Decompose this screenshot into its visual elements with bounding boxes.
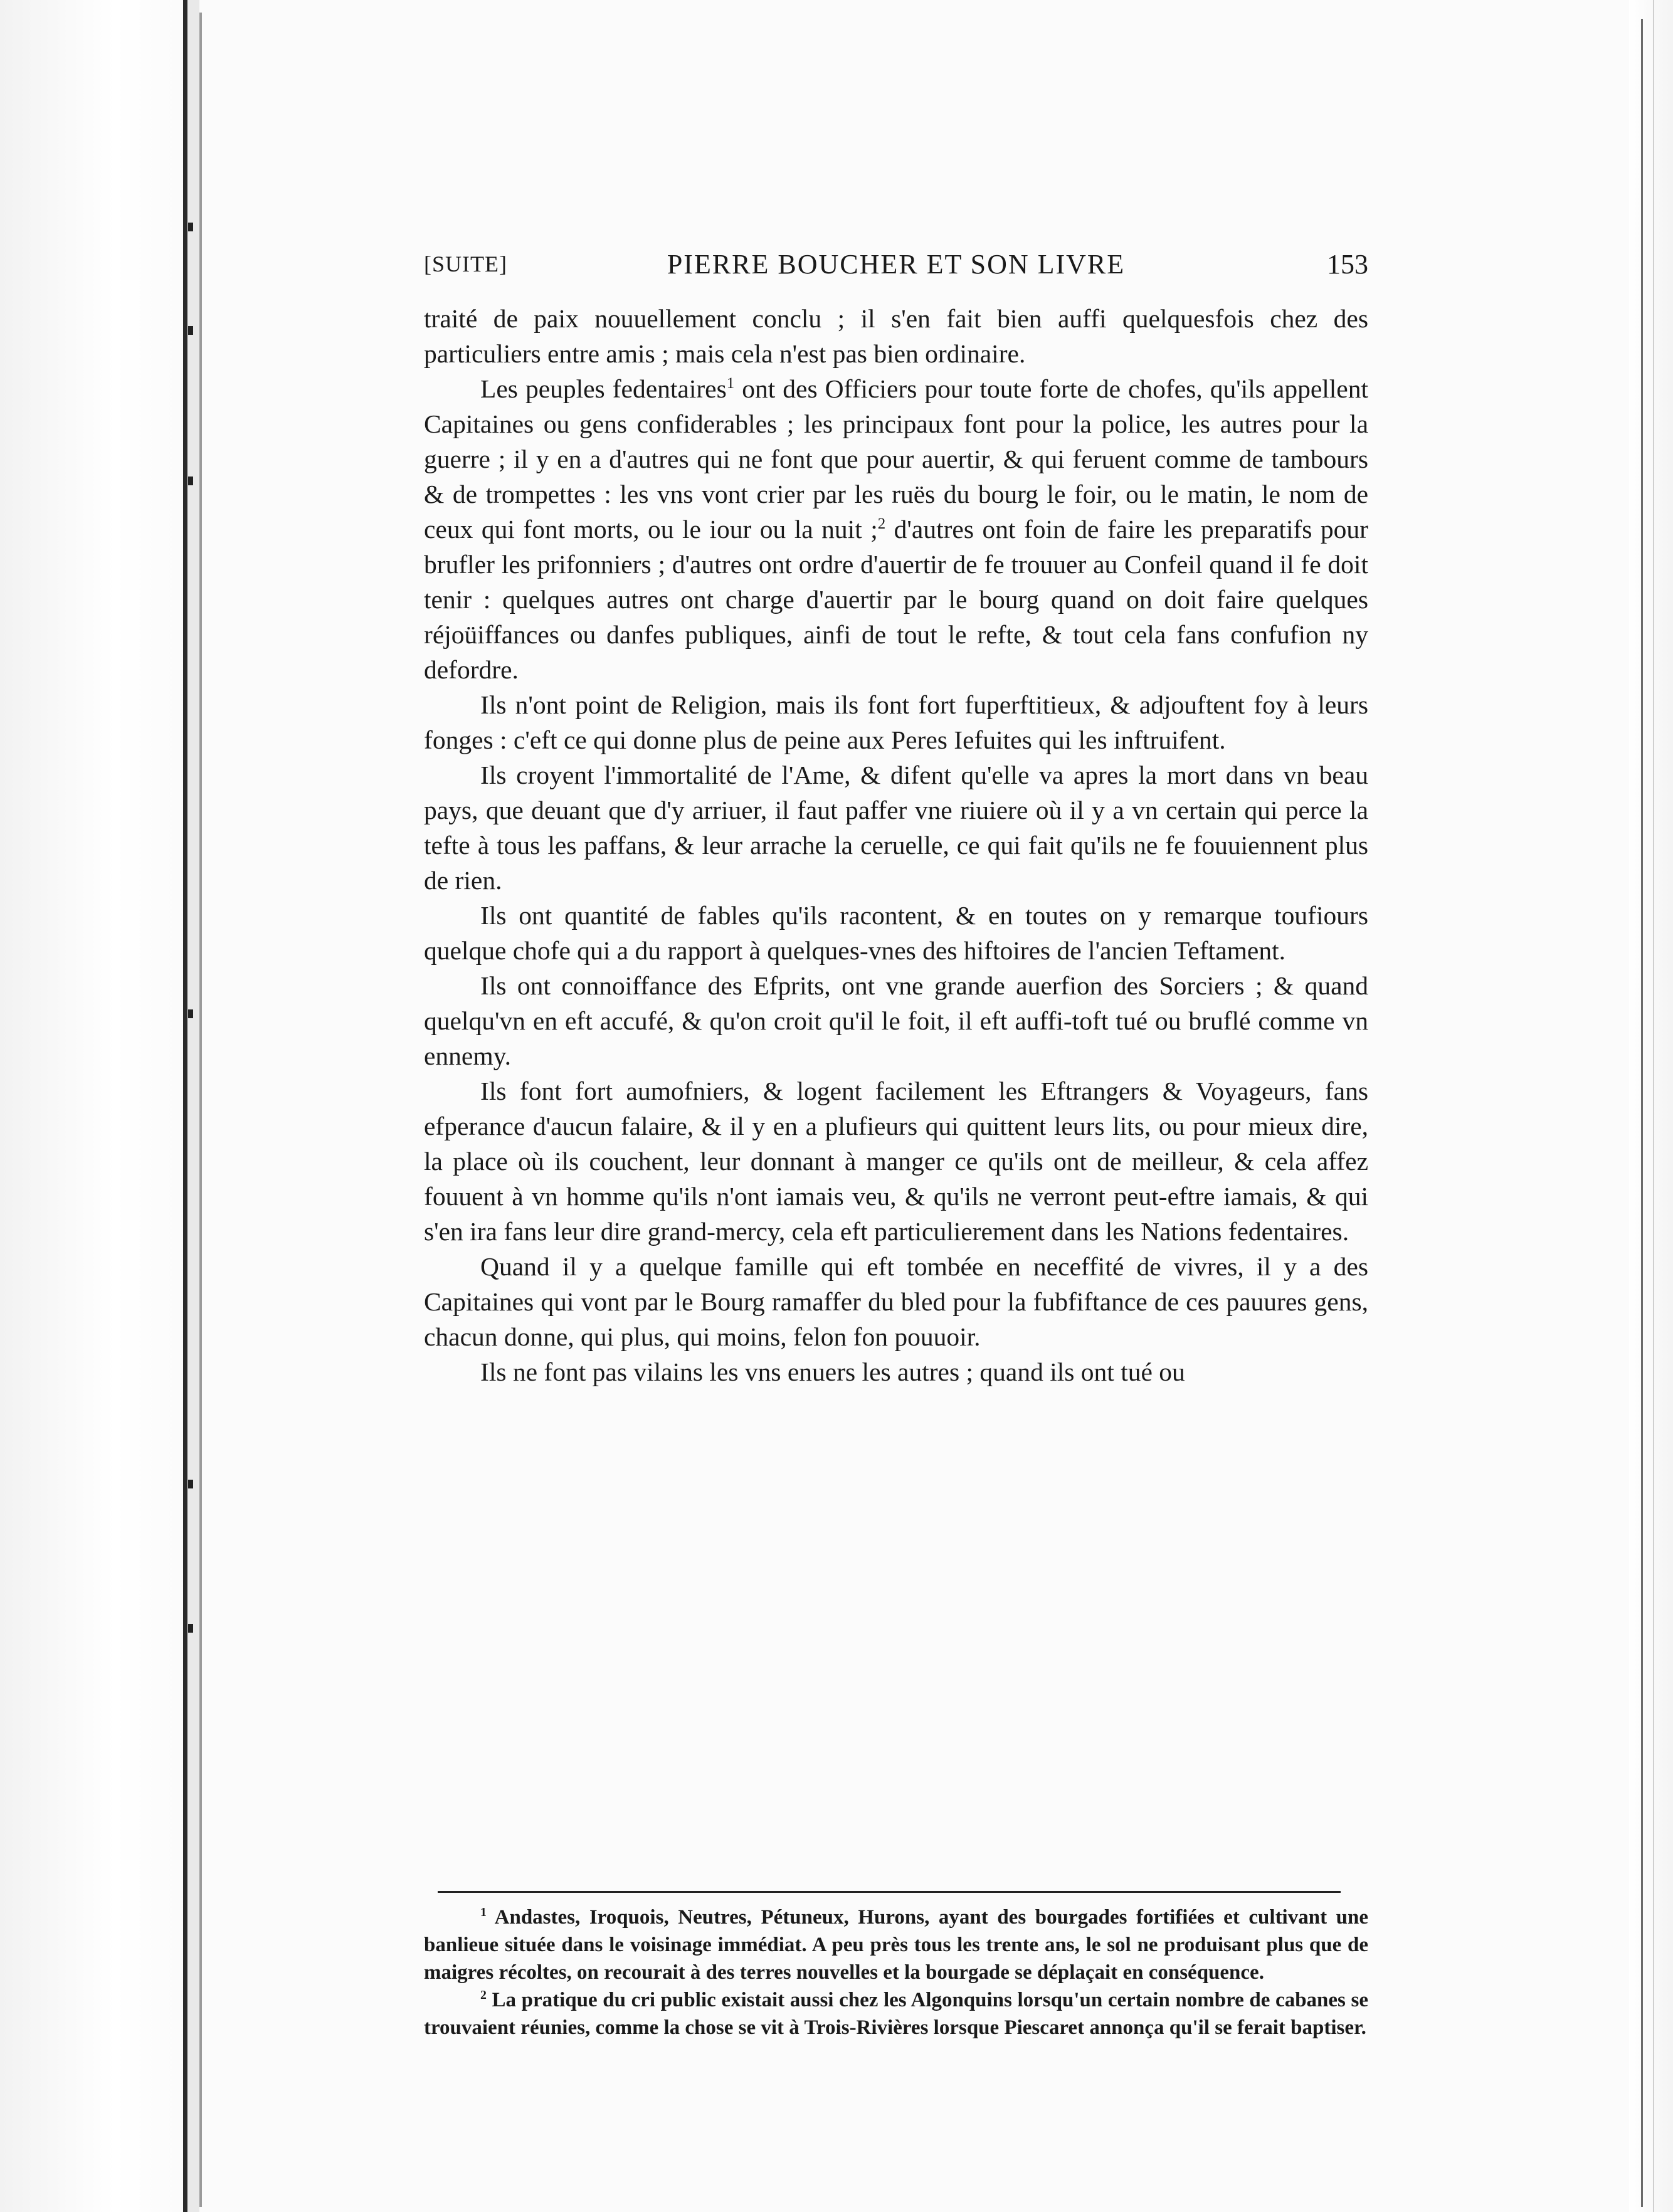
scan-speck [188, 477, 193, 485]
paragraph-text: ont des Officiers pour toute forte de chofes, qu'ils appellent Capitaines ou gens confiderables ; les principaux font pour la police, les autres pour la guerre ; il y en a d'autres qui ne font que pour auertir, & qui feruent comme de tambours & de trompettes : les vns vont crier par les ruës du bourg le foir, ou le matin, le nom de ceux qui font morts, ou le iour ou la nuit ; [424, 374, 1369, 544]
paragraph: Ils n'ont point de Religion, mais ils font fort fuperftitieux, & adjouftent foy à leurs fonges : c'eft ce qui donne plus de peine aux Peres Iefuites qui les inftruifent. [424, 690, 1368, 754]
binding-edge-light [199, 13, 202, 2207]
scan-speck [188, 326, 193, 335]
page-number: 153 [1327, 249, 1368, 280]
main-text [424, 301, 1368, 1389]
paragraph-text: Les peuples fedentaires [480, 374, 727, 403]
running-title: PIERRE BOUCHER ET SON LIVRE [667, 249, 1126, 280]
page-right-margin [1629, 0, 1673, 2212]
binding-shadow [0, 0, 191, 2212]
paragraph: Ils font fort aumofniers, & logent facilement les Eftrangers & Voyageurs, fans efperance d'aucun falaire, & il y en a plufieurs qui quittent leurs lits, ou pour mieux dire, la place où ils couchent, leur donnant à manger ce qu'ils ont de meilleur, & cela affez fouuent à vn homme qu'ils n'ont iamais veu, & qu'ils ne verront peut-eftre iamais, & qui s'en ira fans leur dire grand-mercy, cela eft particulierement dans les Nations fedentaires. [424, 1077, 1368, 1246]
footnote [424, 1986, 1368, 2041]
footnote-marker: 1 [480, 1905, 487, 1919]
paragraph [424, 371, 1368, 687]
scan-speck [188, 1624, 193, 1633]
paragraph-text: d'autres ont foin de faire les preparatifs pour brufler les prifonniers ; d'autres ont ordre d'auertir de fe trouuer au Confeil quand il fe doit tenir : quelques autres ont charge d'auertir par le bourg quand on doit faire quelques réjoüiffances ou danfes publiques, ainfi de tout le refte, & tout cela fans confufion ny defordre. [424, 515, 1368, 684]
paragraph: Ils ont connoiffance des Efprits, ont vne grande auerfion des Sorciers ; & quand quelqu'vn en eft accufé, & qu'on croit qu'il le foit, il eft auffi-toft tué ou bruflé comme vn ennemy. [424, 971, 1368, 1070]
paragraph: Quand il y a quelque famille qui eft tombée en neceffité de vivres, il y a des Capitaines qui vont par le Bourg ramaffer du bled pour la fubfiftance de ces pauures gens, chacun donne, qui plus, qui moins, felon fon pouuoir. [424, 1252, 1368, 1351]
paragraph: Ils ne font pas vilains les vns enuers les autres ; quand ils ont tué ou [480, 1357, 1185, 1386]
footnote-ref-1: 1 [726, 375, 735, 392]
footnotes [424, 1904, 1368, 2041]
running-header [424, 238, 1368, 288]
page-right-edge [1641, 19, 1643, 2207]
footnote-ref-2: 2 [877, 515, 886, 533]
paragraph: traité de paix nouuellement conclu ; il s'en fait bien auffi quelquesfois chez des particuliers entre amis ; mais cela n'est pas bien ordinaire. [424, 304, 1368, 368]
footnote-text: La pratique du cri public existait aussi chez les Algonquins lorsqu'un certain nombre de cabanes se trouvaient réunies, comme la chose se vit à Trois-Rivières lorsque Piescaret annonça qu'il se ferait baptiser. [424, 1989, 1368, 2039]
scan-speck [188, 1009, 193, 1018]
scan-speck [188, 223, 193, 231]
paragraph: Ils croyent l'immortalité de l'Ame, & difent qu'elle va apres la mort dans vn beau pays, que deuant que d'y arriuer, il faut paffer vne riuiere où il y a vn certain qui perce la tefte à tous les paffans, & leur arrache la ceruelle, ce qui fait qu'ils ne fe fouuiennent plus de rien. [424, 761, 1368, 895]
binding-edge-dark [183, 0, 187, 2212]
scan-speck [188, 1480, 193, 1488]
page-right-edge-faint [1653, 0, 1654, 2212]
footnote-text: Andastes, Iroquois, Neutres, Pétuneux, Hurons, ayant des bourgades fortifiées et cultivant une banlieue située dans le voisinage immédiat. A peu près tous les trente ans, le sol ne produisant plus que de maigres récoltes, on recourait à des terres nouvelles et la bourgade se déplaçait en conséquence. [424, 1906, 1368, 1984]
footnote-separator [438, 1891, 1341, 1893]
footnote [424, 1904, 1368, 1986]
footnote-marker: 2 [480, 1988, 487, 2002]
section-label: [SUITE] [424, 251, 507, 276]
paragraph: Ils ont quantité de fables qu'ils racontent, & en toutes on y remarque toufiours quelque chofe qui a du rapport à quelques-vnes des hiftoires de l'ancien Teftament. [424, 901, 1368, 965]
